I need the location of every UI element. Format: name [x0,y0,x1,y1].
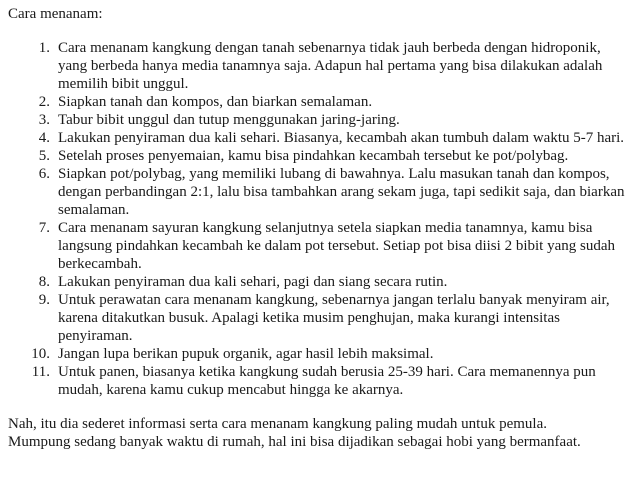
section-heading: Cara menanam: [8,6,103,22]
list-item-number: 7. [38,220,50,236]
list-item-number: 1. [38,40,50,56]
list-item-text: Cara menanam sayuran kangkung selanjutnya setela siapkan media tanamnya, kamu bisa langsung pindahkan kecambah ke dalam pot tersebut. Setiap pot bisa diisi 2 bibit yang sudah berkecambah. [58,220,615,272]
list-item [8,165,633,219]
list-item-text: Tabur bibit unggul dan tutup menggunakan jaring-jaring. [58,112,400,128]
list-item [8,39,633,93]
list-item [8,345,633,363]
list-item [8,291,633,345]
list-item-text: Setelah proses penyemaian, kamu bisa pindahkan kecambah tersebut ke pot/polybag. [58,148,569,164]
list-item-text: Untuk panen, biasanya ketika kangkung sudah berusia 25-39 hari. Cara memanennya pun mudah, karena kamu cukup mencabut hingga ke akarnya. [58,364,596,398]
list-item-text: Untuk perawatan cara menanam kangkung, sebenarnya jangan terlalu banyak menyiram air, karena ditakutkan busuk. Apalagi ketika musim penghujan, maka kurangi intensitas penyiraman. [58,292,610,344]
list-item [8,219,633,273]
list-item-number: 10. [31,346,50,362]
list-item [8,129,633,147]
list-item-text: Lakukan penyiraman dua kali sehari, pagi dan siang secara rutin. [58,274,448,290]
list-item-number: 9. [38,292,50,308]
list-item-number: 3. [38,112,50,128]
list-item [8,111,633,129]
list-item-text: Siapkan tanah dan kompos, dan biarkan semalaman. [58,94,373,110]
list-item-number: 11. [31,364,50,380]
steps-list [8,39,633,399]
closing-line: Nah, itu dia sederet informasi serta cara menanam kangkung paling mudah untuk pemula. [8,416,547,432]
list-item-text: Jangan lupa berikan pupuk organik, agar hasil lebih maksimal. [58,346,434,362]
list-item-number: 6. [38,166,50,182]
list-item-number: 2. [38,94,50,110]
list-item-number: 5. [38,148,50,164]
list-item [8,273,633,291]
list-item-text: Cara menanam kangkung dengan tanah sebenarnya tidak jauh berbeda dengan hidroponik, yang berbeda hanya media tanamnya saja. Adapun hal pertama yang bisa dilakukan adalah memilih bibit unggul. [58,40,603,92]
closing-line: Mumpung sedang banyak waktu di rumah, hal ini bisa dijadikan sebagai hobi yang bermanfaat. [8,434,581,450]
list-item-text: Lakukan penyiraman dua kali sehari. Biasanya, kecambah akan tumbuh dalam waktu 5-7 hari. [58,130,625,146]
list-item-number: 8. [38,274,50,290]
closing-paragraph [8,415,633,451]
list-item [8,363,633,399]
list-item-text: Siapkan pot/polybag, yang memiliki lubang di bawahnya. Lalu masukan tanah dan kompos, dengan perbandingan 2:1, lalu bisa tambahkan arang sekam juga, tapi sedikit saja, dan biarkan semalaman. [58,166,625,218]
list-item-number: 4. [38,130,50,146]
list-item [8,147,633,165]
list-item [8,93,633,111]
